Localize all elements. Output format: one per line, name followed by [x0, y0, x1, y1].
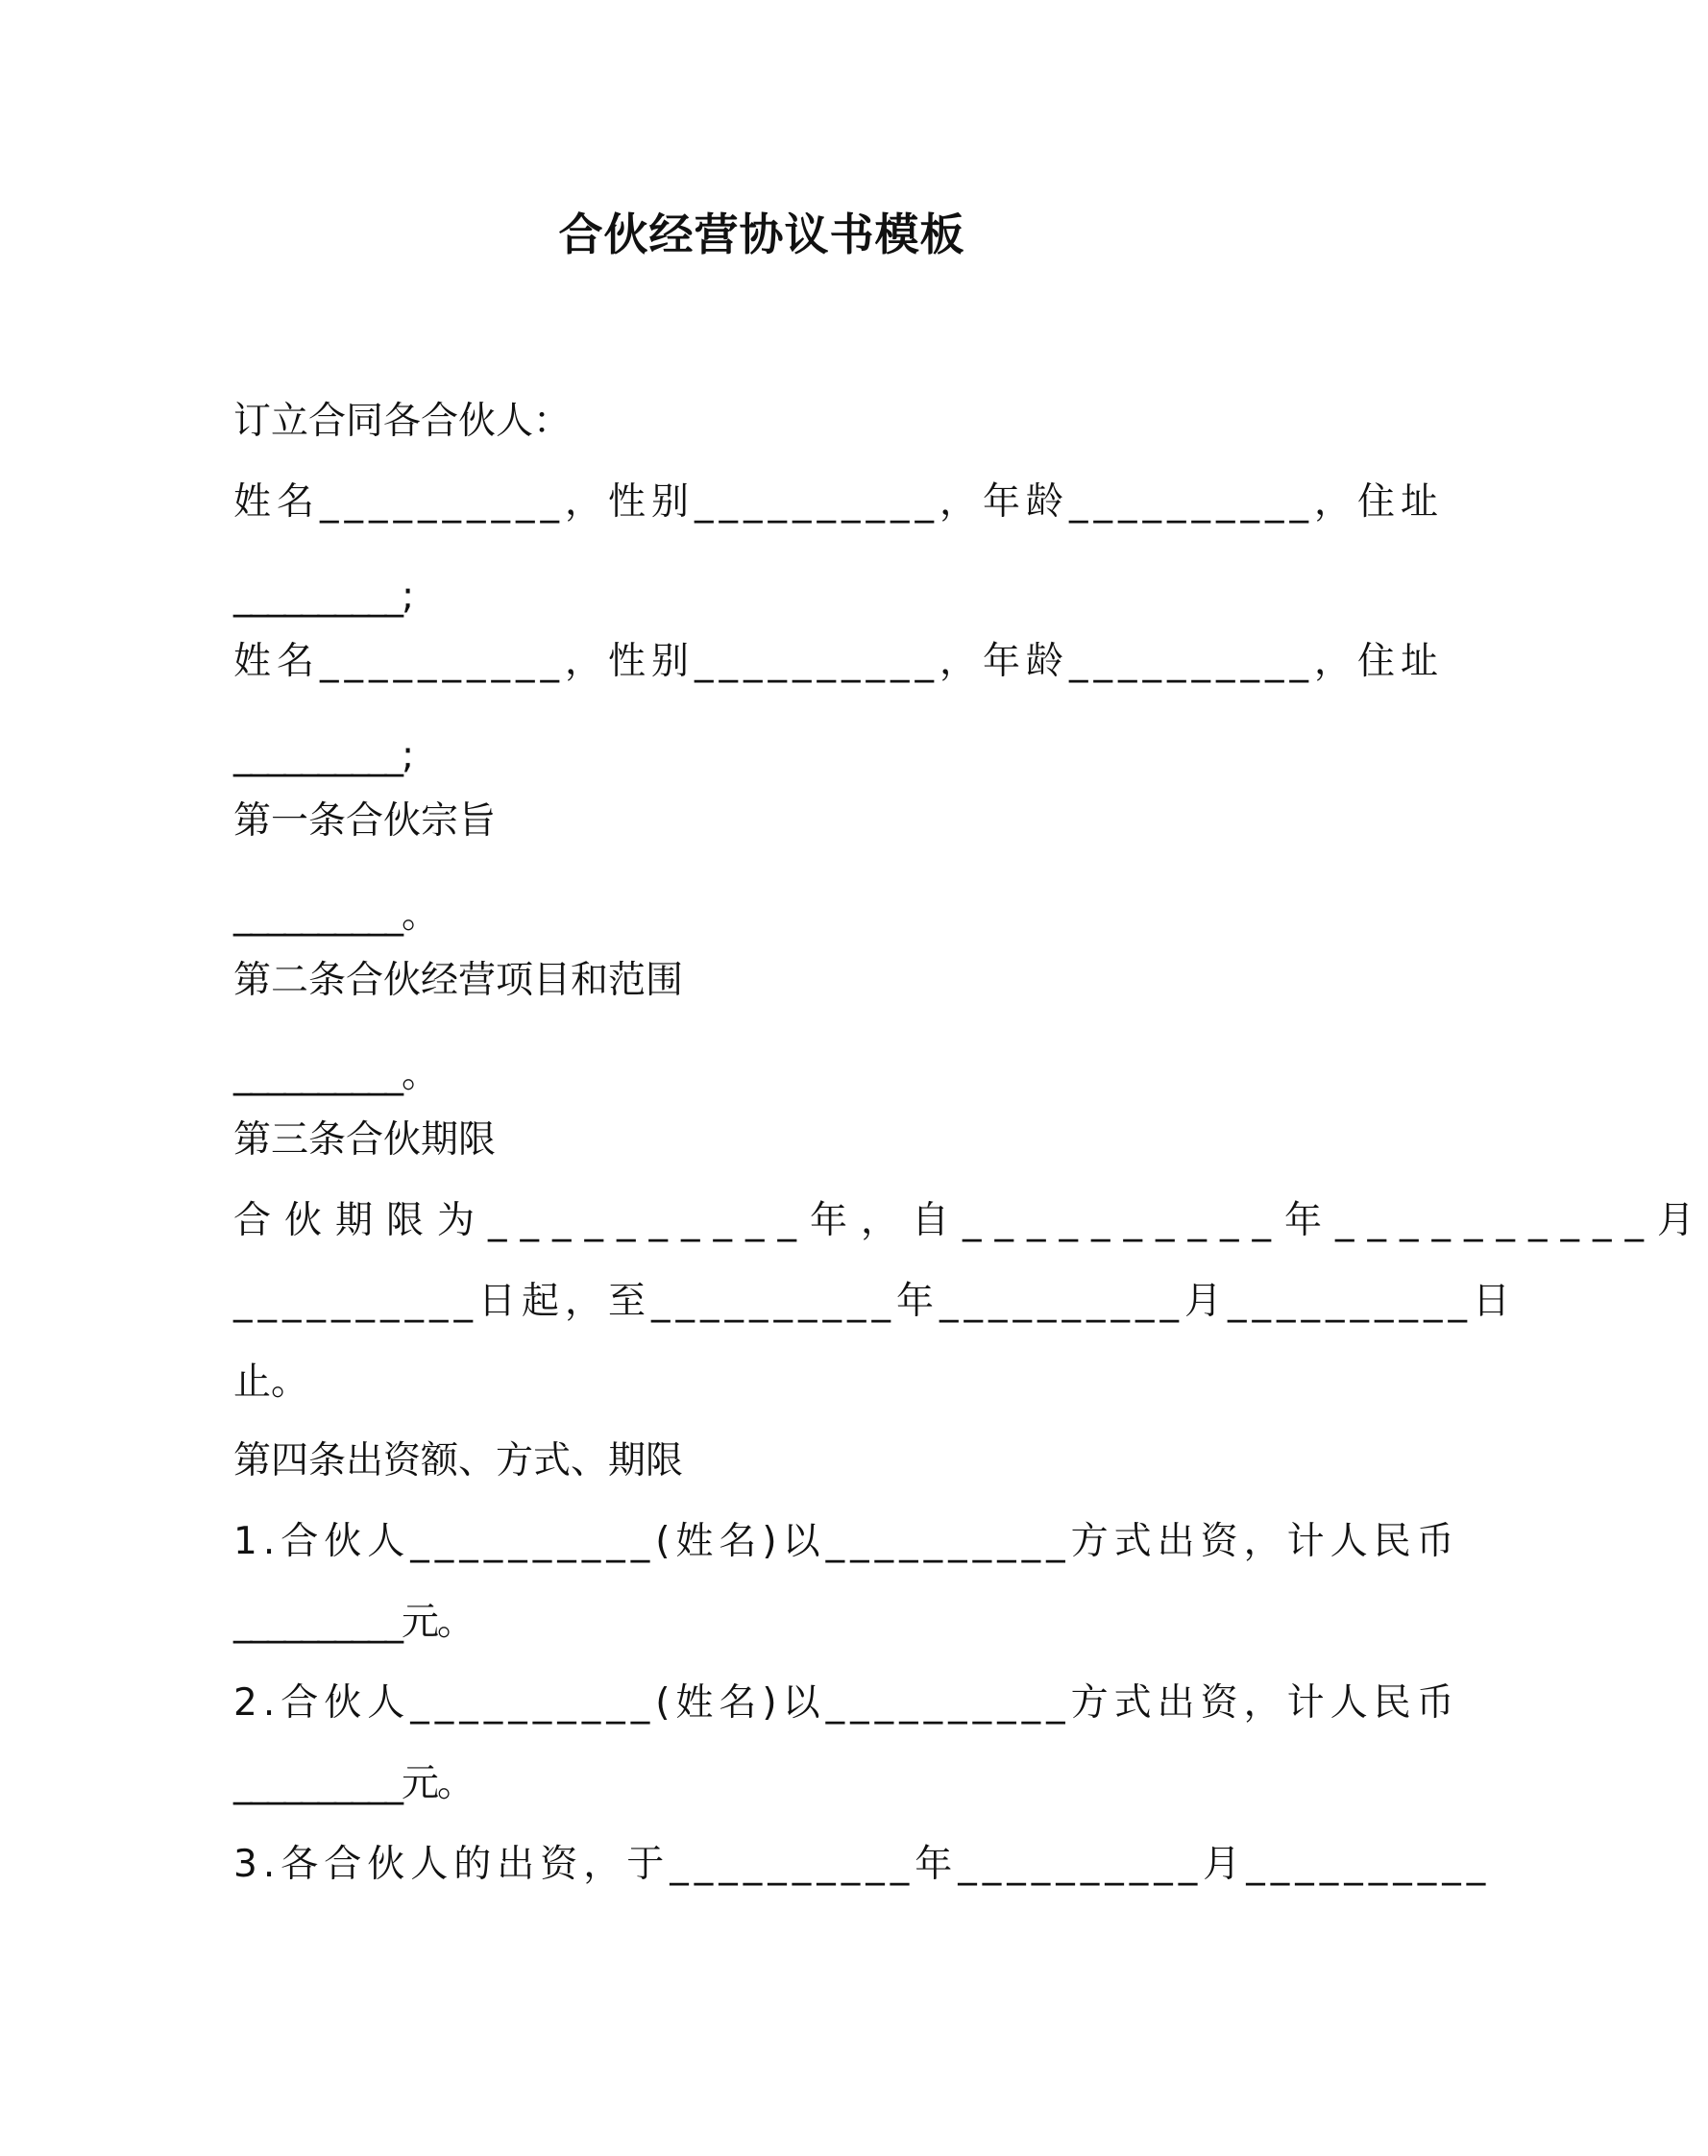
article-4-item-1: 1.合伙人__________(姓名)以__________方式出资，计人民币 — [233, 1520, 1460, 1563]
article-3-term-line-2: __________日起，至__________年__________月__________日 — [233, 1280, 1517, 1323]
party-1-address-blank: __________; — [233, 575, 413, 618]
article-4-item-2-amount: __________元。 — [233, 1762, 474, 1805]
article-4-item-1-amount: __________元。 — [233, 1601, 474, 1644]
article-1-blank: __________。 — [233, 894, 438, 937]
article-4-item-2: 2.合伙人__________(姓名)以__________方式出资，计人民币 — [233, 1681, 1460, 1725]
article-4-item-3: 3.各合伙人的出资，于__________年__________月__________ — [233, 1843, 1492, 1886]
party-2-info: 姓名__________，性别__________，年龄__________，住址 — [233, 640, 1445, 683]
party-2-address-blank: __________; — [233, 734, 413, 777]
parties-heading: 订立合同各合伙人： — [233, 400, 572, 443]
article-1-heading: 第一条合伙宗旨 — [233, 799, 497, 843]
article-3-term-line-1: 合伙期限为__________年，自__________年__________月 — [233, 1199, 1708, 1242]
article-3-heading: 第三条合伙期限 — [233, 1118, 497, 1162]
party-1-info: 姓名__________，性别__________，年龄__________，住址 — [233, 480, 1445, 524]
article-2-heading: 第二条合伙经营项目和范围 — [233, 959, 684, 1002]
article-2-blank: __________。 — [233, 1053, 438, 1096]
article-3-term-line-3: 止。 — [233, 1360, 309, 1404]
article-4-heading: 第四条出资额、方式、期限 — [233, 1439, 684, 1482]
document-title: 合伙经营协议书模板 — [558, 208, 965, 260]
